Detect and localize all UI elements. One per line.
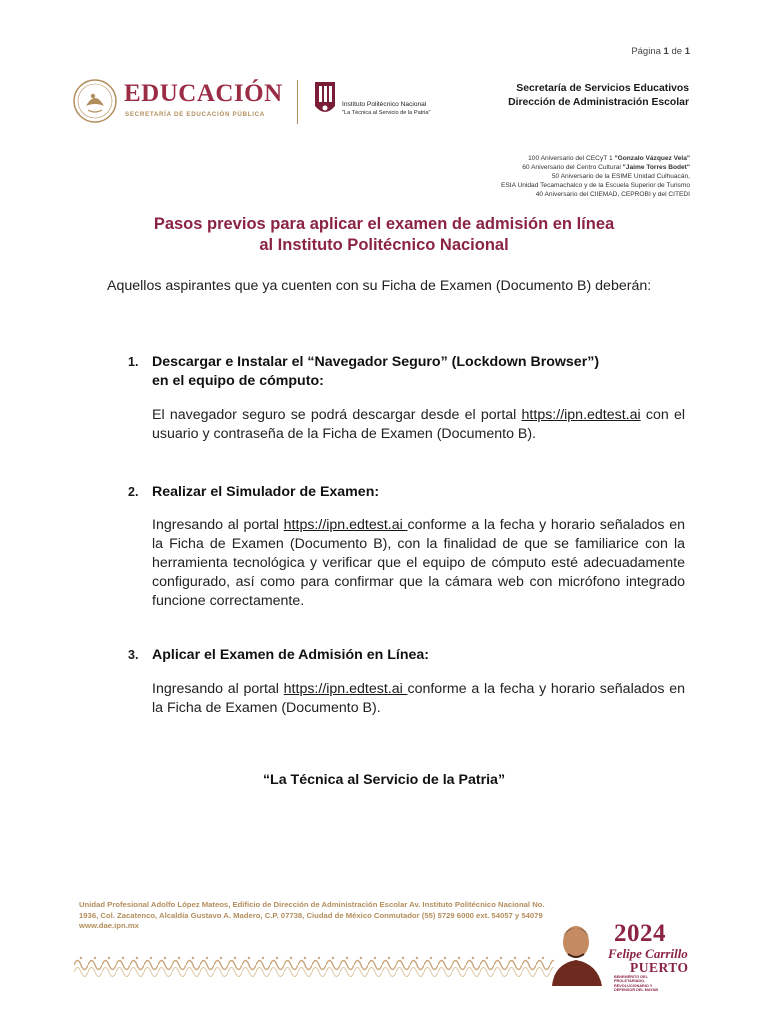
anniversaries-list bbox=[501, 154, 690, 199]
title-line-2: al Instituto Politécnico Nacional bbox=[259, 236, 509, 254]
ipn-logo bbox=[312, 80, 452, 122]
ipn-emblem-icon bbox=[312, 80, 338, 118]
portal-link[interactable]: https://ipn.edtest.ai bbox=[521, 407, 641, 423]
badge-year: 2024 bbox=[614, 920, 666, 947]
secretaria-label: Secretaría de Servicios Educativos bbox=[516, 83, 689, 94]
badge-caption: BENEMÉRITO DEL PROLETARIADO, REVOLUCIONARIO Y DEFENSOR DEL MAYAB bbox=[614, 975, 658, 993]
page-label: Página bbox=[631, 46, 661, 57]
step-number: 1. bbox=[128, 355, 139, 369]
anniversary-line: 50 Aniversario de la ESIME Unidad Culhuacán, bbox=[551, 173, 690, 180]
step-title: Descargar e Instalar el “Navegador Seguro” (Lockdown Browser”) en el equipo de cómputo: bbox=[152, 354, 600, 389]
step-body: El navegador seguro se podrá descargar desde el portal https://ipn.edtest.ai con el usuario y contraseña de la Ficha de Examen (Documento B). bbox=[152, 407, 685, 442]
educacion-wordmark: EDUCACIÓN bbox=[124, 80, 283, 107]
title-line-1: Pasos previos para aplicar el examen de admisión en línea bbox=[153, 215, 615, 233]
document-title bbox=[100, 214, 668, 256]
anniversary-line: ESIA Unidad Tecamachalco y de la Escuela Superior de Turismo bbox=[501, 182, 690, 189]
badge-surname: PUERTO bbox=[630, 960, 689, 975]
ipn-name: Instituto Politécnico Nacional bbox=[342, 101, 427, 108]
direccion-label: Dirección de Administración Escolar bbox=[508, 96, 689, 108]
intro-paragraph: Aquellos aspirantes que ya cuenten con su Ficha de Examen (Documento B) deberán: bbox=[107, 278, 652, 294]
page-total: 1 bbox=[684, 46, 690, 57]
step-body: Ingresando al portal https://ipn.edtest.ai conforme a la fecha y horario señalados en la Ficha de Examen (Documento B). bbox=[152, 681, 685, 716]
educacion-logo bbox=[72, 78, 302, 126]
step-number: 3. bbox=[128, 648, 139, 662]
footer-address: Unidad Profesional Adolfo López Mateos, Edificio de Dirección de Administración Escolar Av. Instituto Politécnico Nacional No. 1936, Col. Zacatenco, Alcaldía Gustavo A. Madero, C.P. 07738, Ciudad de México Conmutador (55) 5729 6000 ext. 54057 y 54079 www.dae.ipn.mx bbox=[79, 900, 545, 930]
step-title: Aplicar el Examen de Admisión en Línea: bbox=[152, 647, 429, 663]
anniversary-line: 100 Aniversario del CECyT 1 "Gonzalo Vázquez Vela" bbox=[528, 155, 690, 162]
portal-link[interactable]: https://ipn.edtest.ai bbox=[283, 517, 408, 533]
anniversary-line: 40 Aniversario del CIIEMAD, CEPROBI y del CITEDI bbox=[535, 191, 690, 198]
mexico-seal-icon bbox=[72, 78, 118, 124]
badge-name: Felipe Carrillo bbox=[608, 946, 688, 961]
step-body: Ingresando al portal https://ipn.edtest.ai conforme a la fecha y horario señalados en la Ficha de Examen (Documento B), con la finalidad de que se familiarice con la herramienta tecnológica y verificar que el equipo de cómputo esté adecuadamente configurado, así como para confirmar que la cámara web con micrófono integrado funcione correctamente. bbox=[152, 517, 685, 609]
portrait-icon bbox=[548, 914, 604, 986]
decorative-pattern-band bbox=[74, 952, 554, 978]
page-number bbox=[631, 46, 690, 57]
anniversary-line: 60 Aniversario del Centro Cultural "Jaime Torres Bodet" bbox=[522, 164, 690, 171]
page-of-label: de bbox=[671, 46, 683, 57]
department-heading bbox=[508, 82, 689, 109]
closing-motto: “La Técnica al Servicio de la Patria” bbox=[262, 772, 506, 788]
step-number: 2. bbox=[128, 485, 139, 499]
portal-link[interactable]: https://ipn.edtest.ai bbox=[283, 681, 408, 697]
educacion-subtitle: SECRETARÍA DE EDUCACIÓN PÚBLICA bbox=[125, 111, 265, 118]
felipe-carrillo-puerto-badge bbox=[548, 910, 698, 993]
header-divider bbox=[297, 80, 298, 124]
step-title: Realizar el Simulador de Examen: bbox=[152, 484, 380, 500]
page-current: 1 bbox=[663, 46, 669, 57]
ipn-motto: "La Técnica al Servicio de la Patria" bbox=[342, 110, 431, 116]
